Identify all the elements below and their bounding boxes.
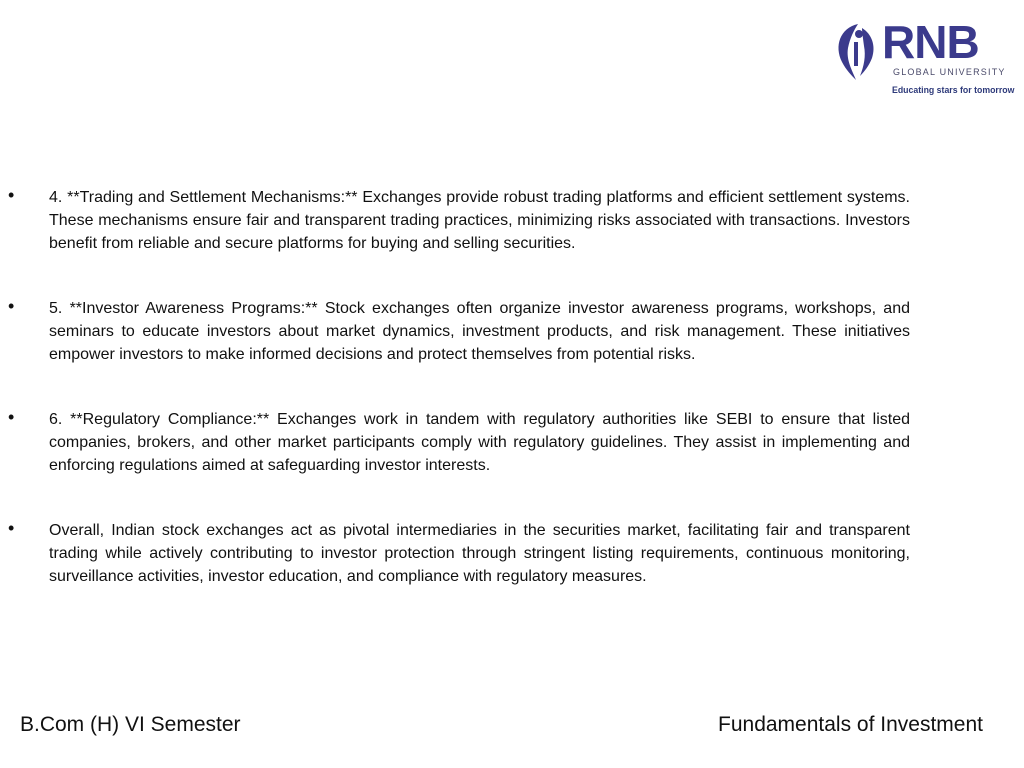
footer-subject: Fundamentals of Investment — [718, 713, 983, 736]
bullet-text: 6. **Regulatory Compliance:** Exchanges work in tandem with regulatory authorities like SEBI to ensure that listed companies, brokers, and other market participants comply with regulatory guidelines. They assist in implementing and enforcing regulations aimed at safeguarding investor interests. — [49, 411, 910, 474]
bullet-text: 4. **Trading and Settlement Mechanisms:** Exchanges provide robust trading platforms and efficient settlement systems. These mechanisms ensure fair and transparent trading practices, minimizing risks associated with transactions. Investors benefit from reliable and secure platforms for buying and selling securities. — [49, 189, 910, 252]
logo-subtitle: GLOBAL UNIVERSITY — [893, 67, 1006, 77]
logo-brand: RNB — [882, 16, 979, 68]
bullet-icon: • — [8, 185, 15, 205]
bullet-icon: • — [8, 296, 15, 316]
list-item — [8, 408, 910, 477]
list-item — [8, 297, 910, 366]
list-item — [8, 519, 910, 588]
logo-emblem-icon — [832, 20, 880, 82]
footer-course: B.Com (H) VI Semester — [20, 713, 241, 736]
bullet-icon: • — [8, 407, 15, 427]
university-logo — [832, 16, 1015, 102]
bullet-text: 5. **Investor Awareness Programs:** Stock exchanges often organize investor awareness programs, workshops, and seminars to educate investors about market dynamics, investment products, and risk management. These initiatives empower investors to make informed decisions and protect themselves from potential risks. — [49, 300, 910, 363]
bullet-text: Overall, Indian stock exchanges act as pivotal intermediaries in the securities market, facilitating fair and transparent trading while actively contributing to investor protection through stringent listing requirements, continuous monitoring, surveillance activities, investor education, and compliance with regulatory measures. — [49, 522, 910, 585]
bullet-list — [8, 186, 910, 588]
list-item — [8, 186, 910, 255]
bullet-icon: • — [8, 518, 15, 538]
logo-tagline: Educating stars for tomorrow — [892, 85, 1015, 96]
